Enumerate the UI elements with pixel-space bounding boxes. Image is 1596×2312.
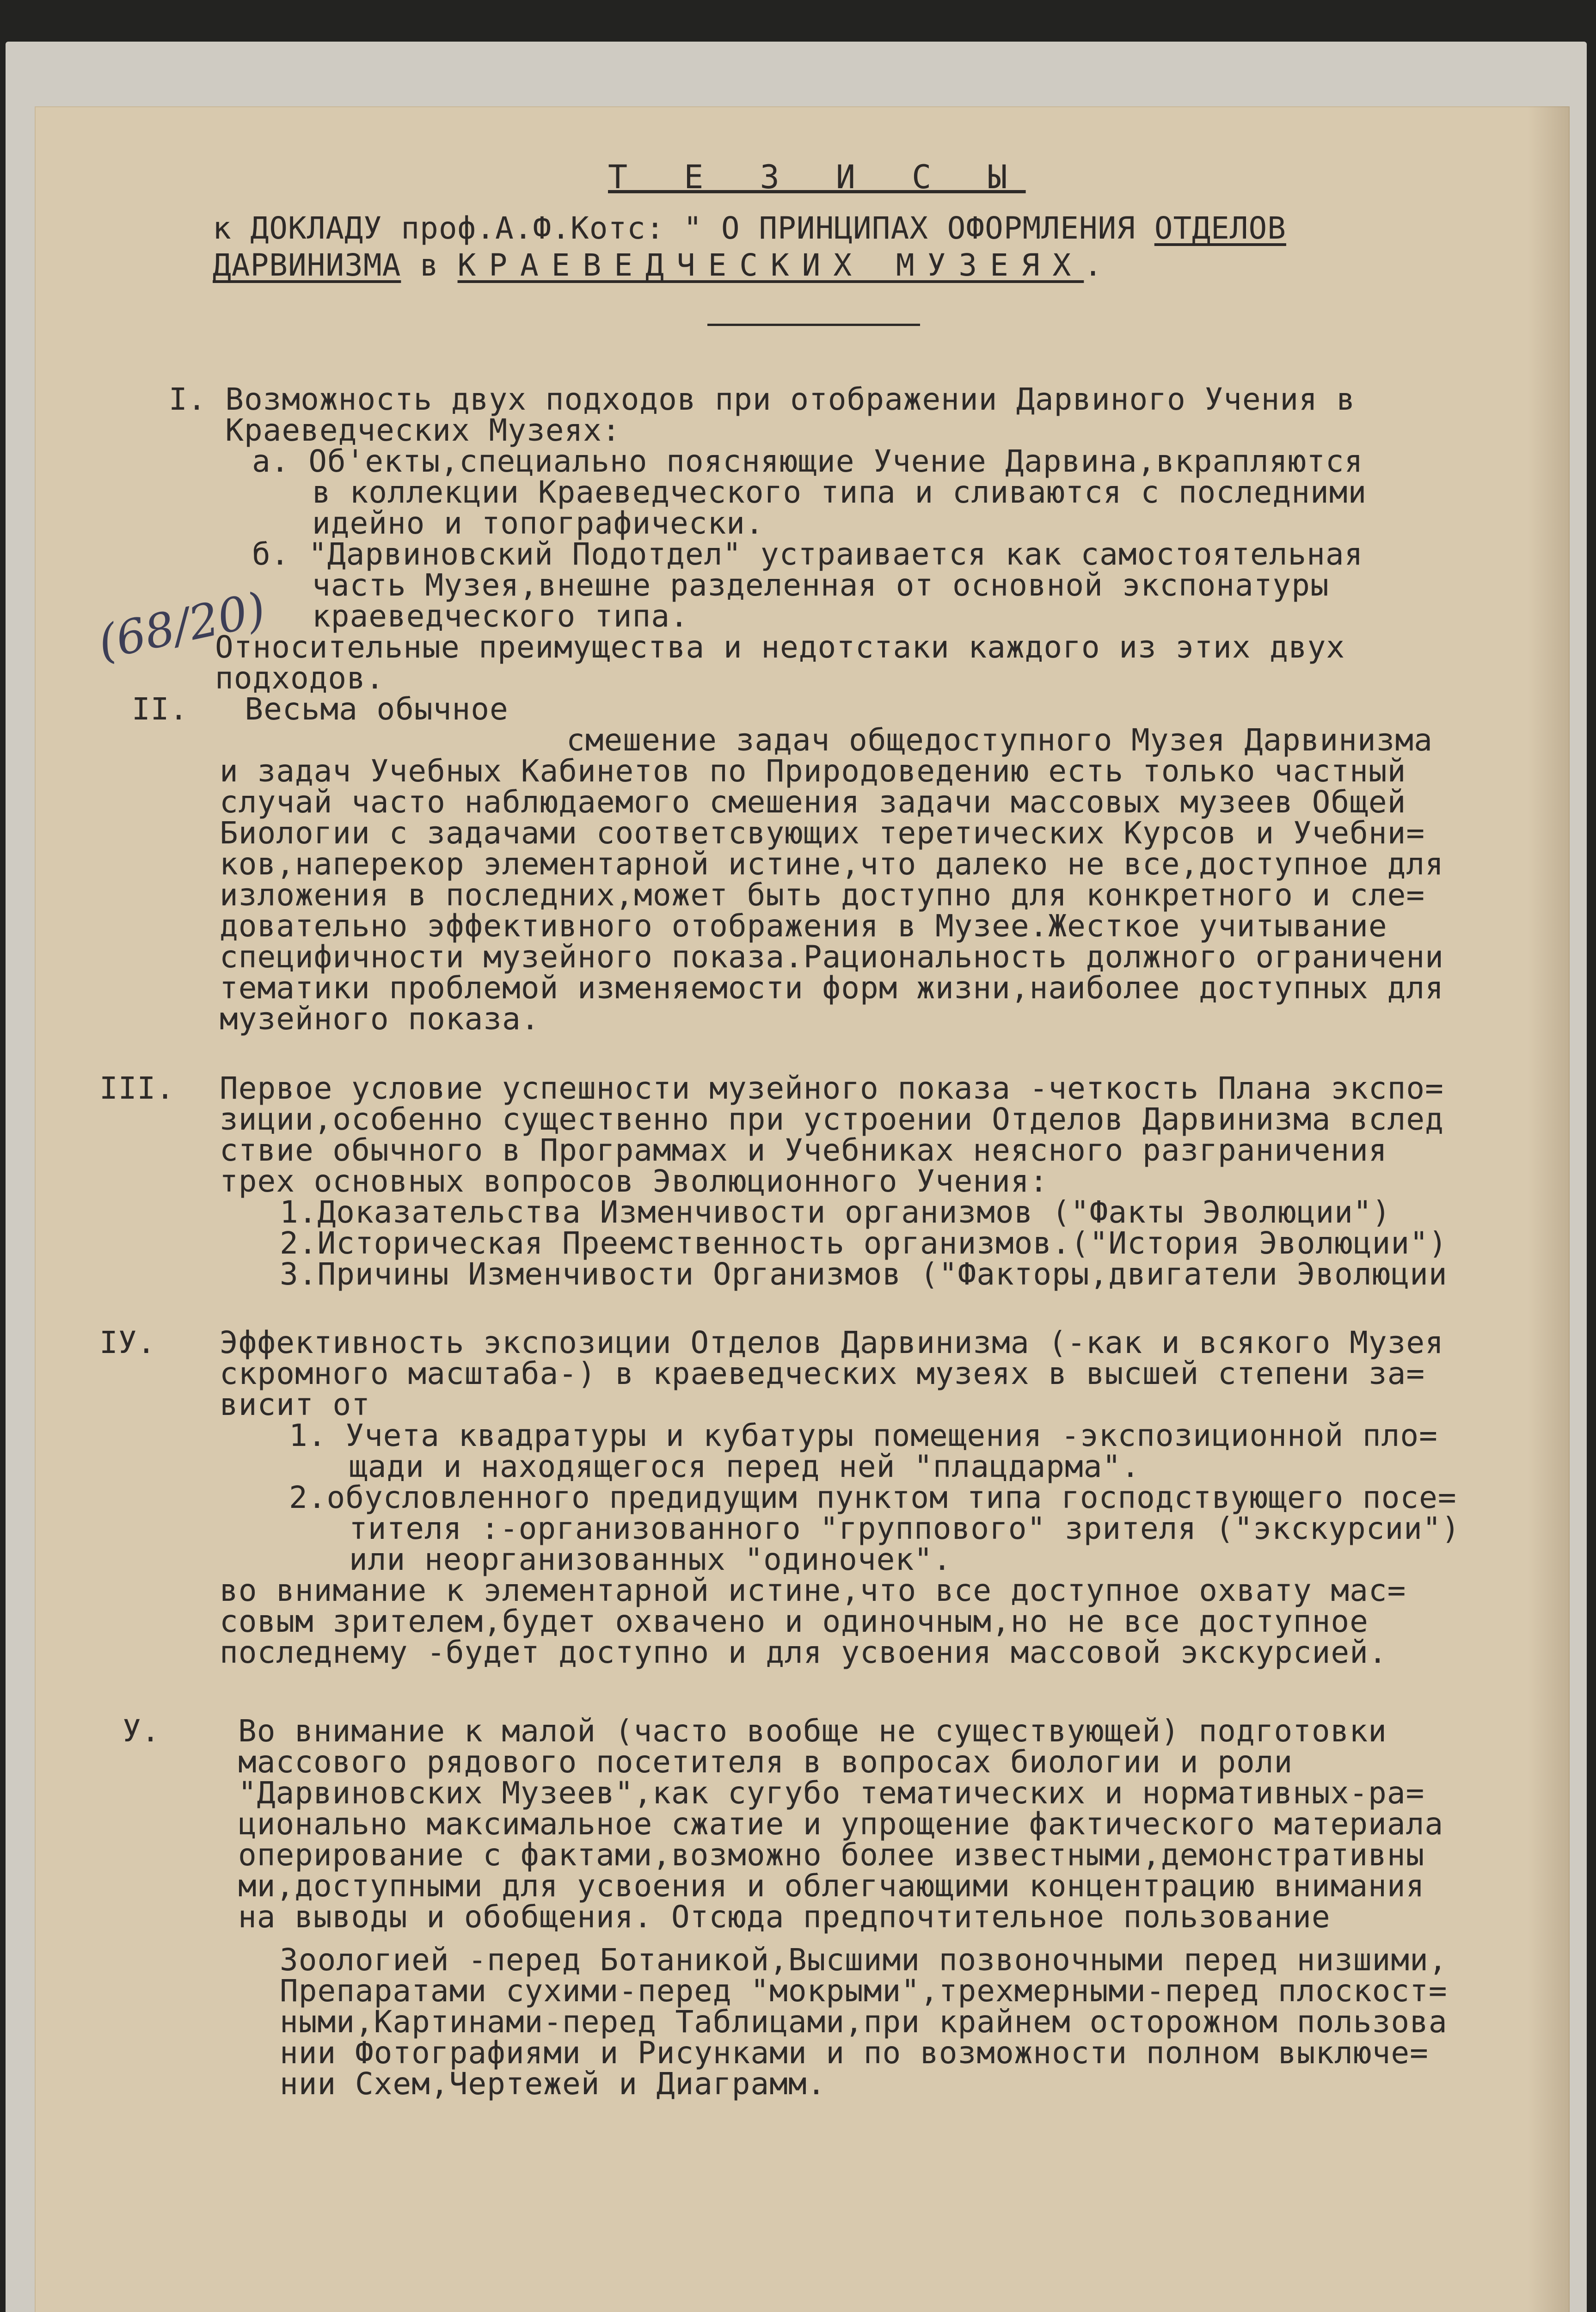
text-line: тематики проблемой изменяемости форм жизни,наиболее доступных для [220,970,1444,1006]
text-line: Относительные преимущества и недотстаки каждого из этих двух [215,629,1345,665]
text-line: висит от [220,1387,370,1422]
text-line: щади и находящегося перед ней "плацдарма". [349,1449,1140,1484]
text-line: Во внимание к малой (часто вообще не существующей) подготовки [238,1713,1387,1749]
text-line: Зоологией -перед Ботаникой,Высшими позвоночными перед низшими, [280,1942,1448,1978]
text-line: 1. Учета квадратуры и кубатуры помещения -экспозиционной пло= [289,1418,1438,1453]
text-line: музейного показа. [220,1001,540,1037]
text-line: идейно и топографически. [312,505,764,541]
text-line: совым зрителем,будет охвачено и одиночным,но не все доступное [220,1604,1369,1639]
subtitle-line-1 [213,210,1286,246]
text-line: подходов. [215,660,385,696]
text-line: случай часто наблюдаемого смешения задачи массовых музеев Общей [220,784,1406,820]
document-page [35,106,1570,2312]
text-line: ционально максимальное сжатие и упрощение фактического материала [238,1806,1444,1842]
text-line: "Дарвиновских Музеев",как сугубо тематических и нормативных-ра= [238,1775,1425,1811]
document-title: Т Е З И С Ы [608,158,1026,196]
text-line: оперирование с фактами,возможно более известными,демонстративны [238,1837,1425,1873]
text-line: I. Возможность двух подходов при отображении Дарвиного Учения в [169,381,1356,417]
text-line: а. Об'екты,специально поясняющие Учение Дарвина,вкрапляются [252,443,1363,479]
text-line: тителя :-организованного "группового" зрителя ("экскурсии") [349,1511,1461,1546]
text-line: 2.Историческая Преемственность организмов.("История Эволюции") [280,1225,1448,1261]
text-line: 1.Доказательства Изменчивости организмов ("Факты Эволюции") [280,1194,1391,1230]
text-line: на выводы и обобщения. Отсюда предпочтительное пользование [238,1899,1331,1935]
section-number: III. [99,1070,175,1106]
text-line: Биологии с задачами соответсвующих теретических Курсов и Учебни= [220,815,1425,851]
text-line: Краеведческих Музеях: [169,412,621,448]
text-line: и задач Учебных Кабинетов по Природоведению есть только частный [220,753,1406,789]
section-number: IУ. [99,1325,156,1360]
text-line: II. Весьма обычное [132,691,509,727]
text-line: ков,наперекор элементарной истине,что далеко не все,доступное для [220,846,1444,882]
text-line: часть Музея,внешне разделенная от основной экспонатуры [312,567,1329,603]
text-line: довательно эффективного отображения в Музее.Жесткое учитывание [220,908,1387,944]
handwritten-archive-number: (68/20) [93,582,270,670]
text-line: изложения в последних,может быть доступно для конкретного и сле= [220,877,1425,913]
subtitle-text: в [401,247,458,283]
text-line: Эффективность экспозиции Отделов Дарвинизма (-как и всякого Музея [220,1325,1444,1360]
text-line: Первое условие успешности музейного показа -четкость Плана экспо= [220,1070,1444,1106]
subtitle-text: . [1084,247,1103,283]
text-line: или неорганизованных "одиночек". [349,1542,952,1577]
text-line: смешение задач общедоступного Музея Дарвинизма [566,722,1433,758]
text-line: ствие обычного в Программах и Учебниках неясного разграничения [220,1132,1387,1168]
typed-text [35,106,1570,2312]
text-line: в коллекции Краеведческого типа и сливаются с последними [312,474,1367,510]
text-line: скромного масштаба-) в краеведческих музеях в высшей степени за= [220,1356,1425,1391]
text-line: нии Схем,Чертежей и Диаграмм. [280,2066,826,2102]
text-line: во внимание к элементарной истине,что все доступное охвату мас= [220,1573,1406,1608]
text-line: последнему -будет доступно и для усвоения массовой экскурсией. [220,1635,1387,1670]
text-line: 3.Причины Изменчивости Организмов ("Факторы,двигатели Эволюции [280,1256,1448,1292]
text-line: нии Фотографиями и Рисунками и по возможности полном выключе= [280,2035,1429,2071]
subtitle-underlined-spaced: КРАЕВЕДЧЕСКИХ МУЗЕЯХ [457,247,1084,283]
text-line: массового рядового посетителя в вопросах биологии и роли [238,1744,1293,1780]
text-line: ми,доступными для усвоения и облегчающими концентрацию внимания [238,1868,1425,1904]
subtitle-text: к ДОКЛАДУ проф.А.Ф.Котс: " О ПРИНЦИПАХ ОФОРМЛЕНИЯ [213,210,1154,246]
subtitle-underlined: ОТДЕЛОВ [1154,210,1286,246]
text-line: Препаратами сухими-перед "мокрыми",трехмерными-перед плоскост= [280,1973,1448,2009]
text-line: трех основных вопросов Эволюционного Учения: [220,1163,1049,1199]
text-line: специфичности музейного показа.Рациональность должного ограничени [220,939,1444,975]
text-line: зиции,особенно существенно при устроении Отделов Дарвинизма вслед [220,1101,1444,1137]
text-line: б. "Дарвиновский Подотдел" устраивается как самостоятельная [252,536,1363,572]
section-number: У. [123,1713,160,1749]
text-line: 2.обусловленного предидущим пунктом типа господствующего посе= [289,1480,1457,1515]
title-rule [707,324,920,326]
subtitle-underlined: ДАРВИНИЗМА [213,247,401,283]
subtitle-line-2 [213,247,1103,283]
text-line: краеведческого типа. [312,598,689,634]
text-line: ными,Картинами-перед Таблицами,при крайнем осторожном пользова [280,2004,1448,2040]
